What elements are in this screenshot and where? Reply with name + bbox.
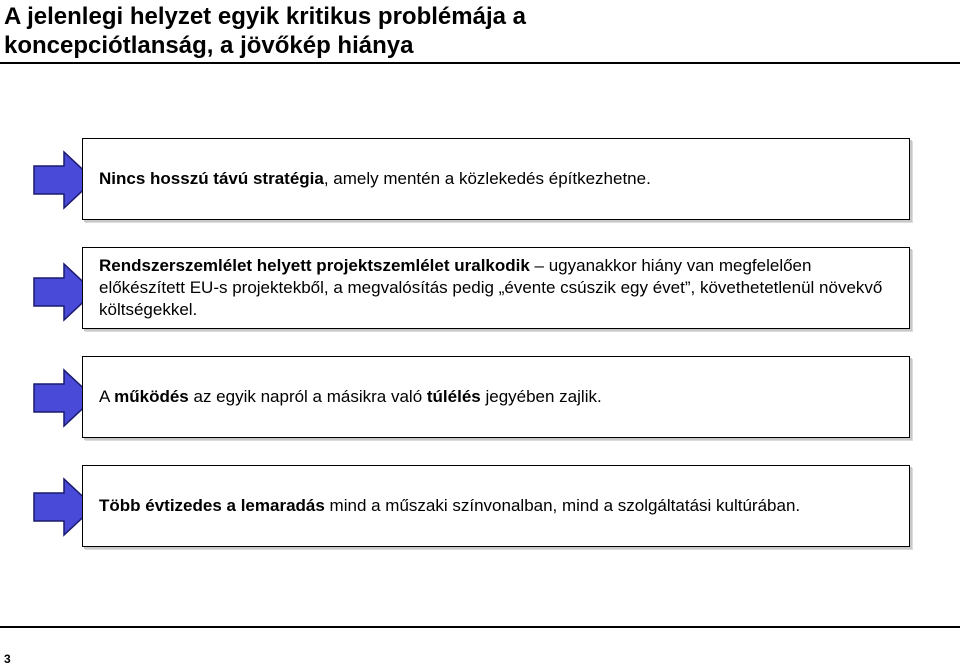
slide-title-line-1: A jelenlegi helyzet egyik kritikus problémája a [4,3,526,30]
statement-text [99,255,895,321]
statement-lead: A [99,387,115,406]
title-divider [0,62,960,64]
statement-emphasis: működés [114,387,189,406]
statement-box-project-approach [82,247,910,329]
statement-text [99,386,602,408]
statement-box-lag [82,465,910,547]
statement-rest: – ugyanakkor hiány van megfelelően előkészített EU-s projektekből, a megvalósítás pedig „évente csúszik egy évet”, követhetetlenül növekvő költségekkel. [99,256,883,319]
statement-rest: , amely mentén a közlekedés építkezhetne. [323,169,651,188]
statement-rest: jegyében zajlik. [480,387,602,406]
statement-emphasis: Több évtizedes a lemaradás [99,496,325,515]
statement-emphasis: Rendszerszemlélet helyett projektszemlélet uralkodik [99,256,530,275]
statement-box-operation [82,356,910,438]
statement-emphasis-2: túlélés [426,387,481,406]
statement-text [99,168,651,190]
statement-text [99,495,800,517]
statement-middle: az egyik napról a másikra való [188,387,427,406]
slide-title [4,2,944,60]
statement-rest: mind a műszaki színvonalban, mind a szolgáltatási kultúrában. [324,496,801,515]
page-number: 3 [4,652,11,666]
slide-title-line-2: koncepciótlanság, a jövőkép hiánya [4,32,414,59]
statement-box-strategy [82,138,910,220]
footer-divider [0,626,960,628]
statement-emphasis: Nincs hosszú távú stratégia [99,169,324,188]
